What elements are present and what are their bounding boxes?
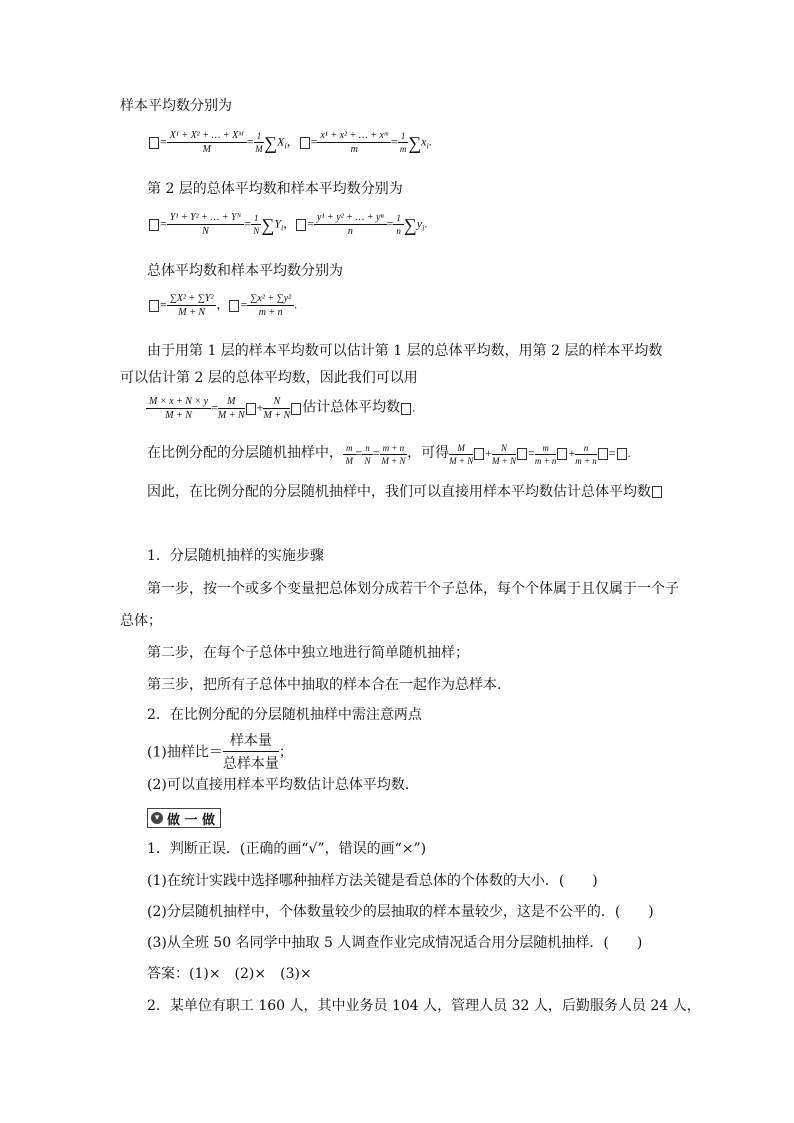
placeholder-glyph [149,137,159,149]
question-2: 2．某单位有职工 160 人，其中业务员 104 人，管理人员 32 人，后勤服务人员 24 人， [147,998,701,1014]
fraction-y: $\frac{\text{y¹ + y² + … + yⁿ}}{n}$ [314,212,387,237]
layer2-label: 第 2 层的总体平均数和样本平均数分别为 [147,181,403,197]
step-2: 第二步，在每个子总体中独立地进行简单随机抽样； [147,645,469,661]
fraction-w: $\frac{\text{∑x² + ∑y²}}{m + n}$ [247,293,294,318]
fraction-W: $\frac{\text{∑X² + ∑Y²}}{M + N}$ [167,293,217,318]
conclusion-line: 因此，在比例分配的分层随机抽样中，我们可以直接用样本平均数估计总体平均数 [147,483,663,501]
heading-notes: 2．在比例分配的分层随机抽样中需注意两点 [147,707,422,723]
question-1: 1．判断正误．(正确的画“√”，错误的画“×”) [147,841,427,857]
formula-w-means: = $\frac{\text{∑X² + ∑Y²}}{M + N}$ ， = $\frac{\text{∑x² + ∑y²}}{m + n}$ . [148,293,297,318]
sum-symbol: ∑ [408,132,422,153]
fraction-x: $\frac{\text{x¹ + x² + … + xᵐ}}{m}$ [317,130,391,155]
placeholder-glyph [296,219,306,231]
question-1-2: (2)分层随机抽样中，个体数量较少的层抽取的样本量较少，这是不公平的．( ) [147,904,654,920]
formula-proportional: 在比例分配的分层随机抽样中， $\frac{m}{M}$ = $\frac{n}{N}$ = $\frac{m + n}{M + N}$ ，可得 $\frac{M}{M + N}$ + $\frac{N}{M + N}$ = $\frac{m}{m + n}$ + $\frac{n}{m + n}$ = . [147,442,631,466]
note-2: (2)可以直接用样本平均数估计总体平均数. [147,777,410,793]
placeholder-glyph [149,300,159,312]
step-3: 第三步，把所有子总体中抽取的样本合在一起作为总样本. [147,677,502,693]
placeholder-glyph [300,137,310,149]
sample-mean-label: 样本平均数分别为 [120,98,232,114]
question-1-1: (1)在统计实践中选择哪种抽样方法关键是看总体的个体数的大小．( ) [147,873,598,889]
fraction-Y: $\frac{\text{Y¹ + Y² + … + Yᴺ}}{N}$ [167,212,244,237]
placeholder-glyph [229,300,239,312]
formula-x-means: = $\frac{\text{X¹ + X² + … + Xᴹ}}{M}$ = $\frac{1}{M}$ $\sum X_i$， = $\frac{\text{x¹ + x² + … + xᵐ}}{m}$ = $\frac{1}{m}$ $\sum x_i$. [148,130,432,155]
sampling-ratio: (1)抽样比＝ $\frac{\text{样本量}}{\text{总样本量}}$ ； [147,730,293,773]
step-1-line-b: 总体； [120,613,162,629]
step-1-line-a: 第一步，按一个或多个变量把总体划分成若干个子总体，每个个体属于且仅属于一个子 [147,581,679,597]
estimate-text: 估计总体平均数 [302,399,401,416]
practice-badge: ▾ 做 一 做 [147,808,221,828]
paragraph-line-2: 可以估计第 2 层的总体平均数，因此我们可以用 [120,370,418,386]
placeholder-glyph [149,219,159,231]
fraction-X: $\frac{\text{X¹ + X² + … + Xᴹ}}{M}$ [167,130,247,155]
heading-steps: 1．分层随机抽样的实施步骤 [147,548,324,564]
sum-symbol: ∑ [264,132,278,153]
question-1-3: (3)从全班 50 名同学中抽取 5 人调查作业完成情况适合用分层随机抽样．( ) [147,935,643,951]
formula-estimate: $\frac{M \times x + N \times y}{M + N}$ = $\frac{M}{M + N}$ + $\frac{N}{M + N}$ 估计总体平均数 . [146,396,415,421]
answer: 答案：(1)× (2)× (3)× [147,966,312,982]
chevron-down-icon: ▾ [151,812,163,824]
sum-symbol: ∑ [403,214,417,235]
total-label: 总体平均数和样本平均数分别为 [147,263,343,279]
formula-y-means: = $\frac{\text{Y¹ + Y² + … + Yᴺ}}{N}$ = $\frac{1}{N}$ $\sum Y_i$， = $\frac{\text{y¹ + y² + … + yⁿ}}{n}$ = $\frac{1}{n}$ $\sum y_i$. [148,212,427,237]
sum-symbol: ∑ [261,214,275,235]
paragraph-line-1: 由于用第 1 层的样本平均数可以估计第 1 层的总体平均数，用第 2 层的样本平均数 [147,343,663,359]
